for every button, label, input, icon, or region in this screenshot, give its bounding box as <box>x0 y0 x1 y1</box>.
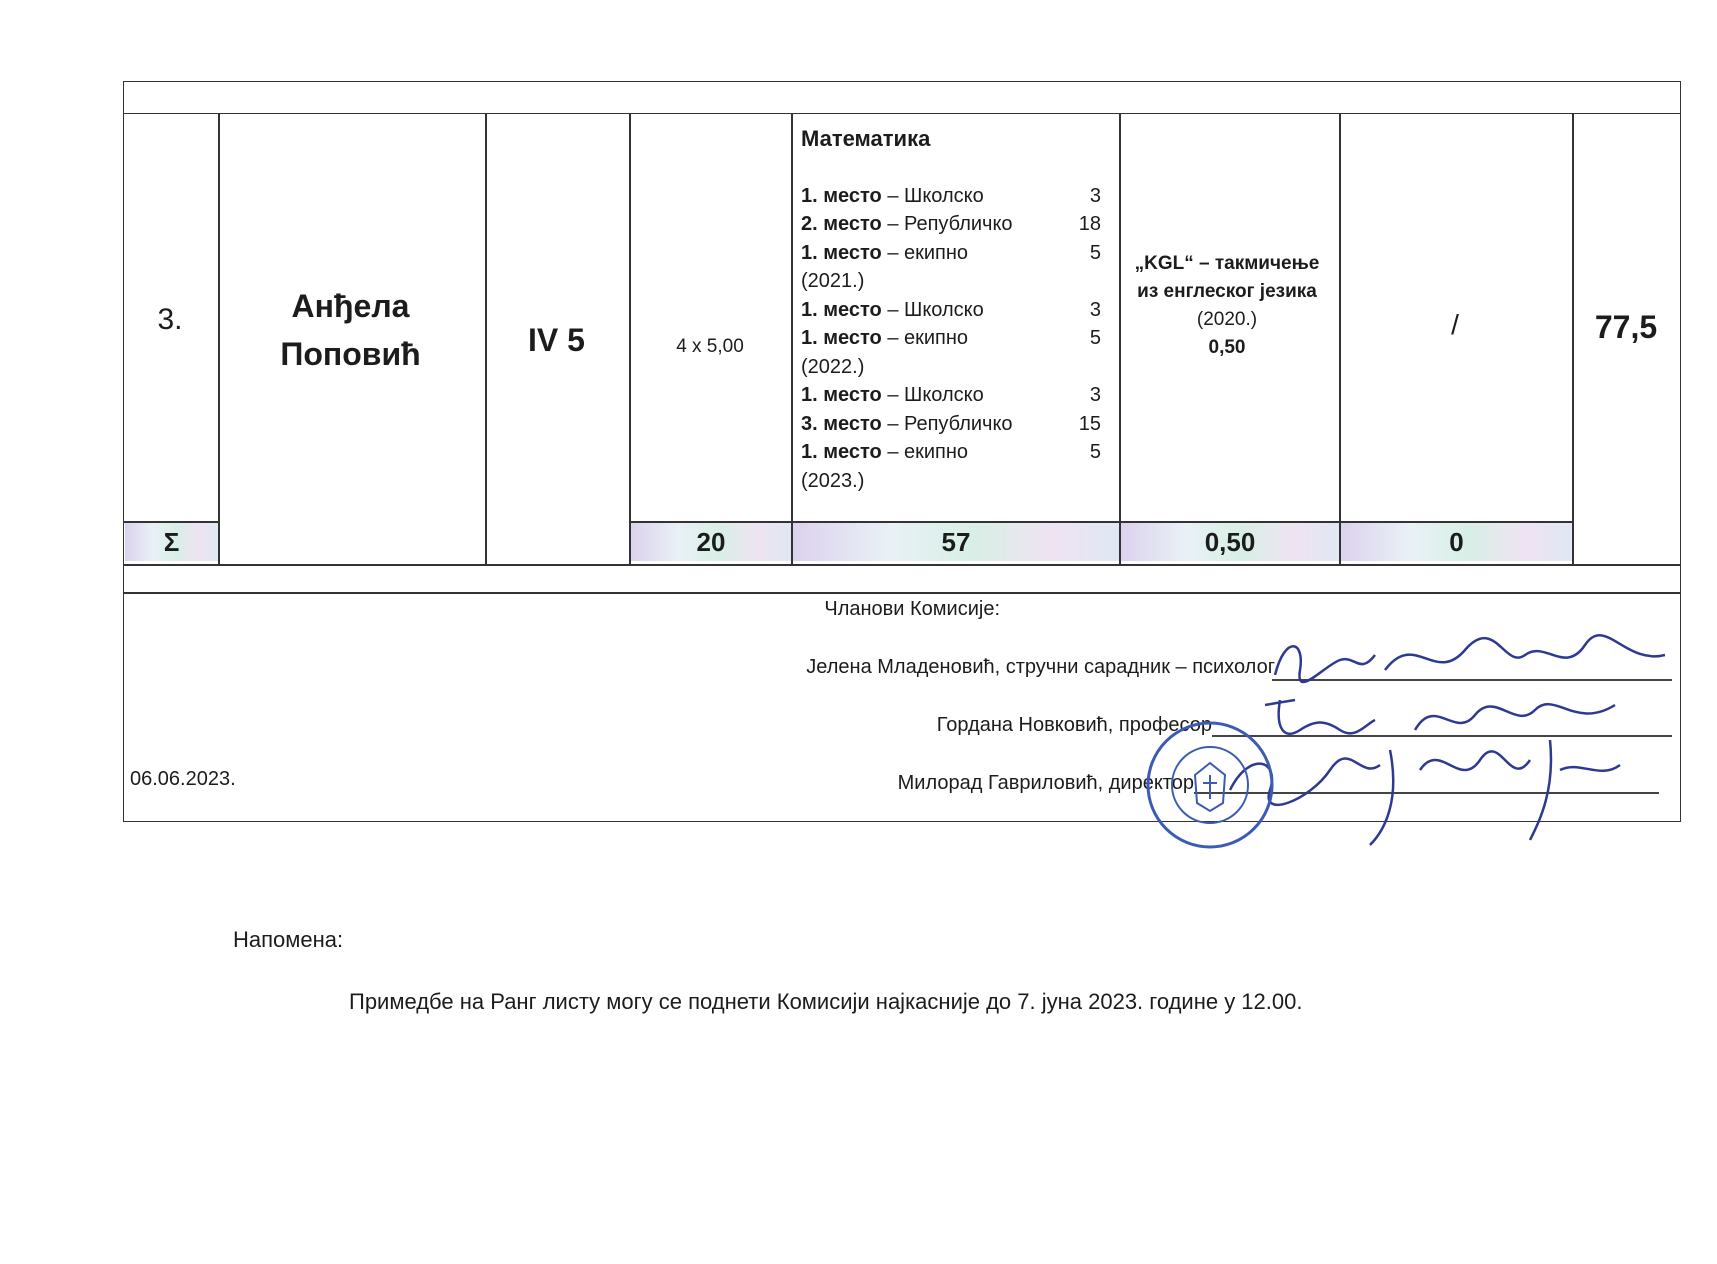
english-points: 0,50 <box>1208 337 1246 358</box>
student-first-name: Анђела <box>291 288 410 324</box>
english-subtitle: из енглеског језика <box>1137 281 1317 302</box>
grid-line <box>1119 114 1121 564</box>
note-label: Напомена: <box>233 927 344 952</box>
sum-english-cell: 0,50 <box>1121 523 1339 561</box>
list-item: 1. место – екипно 5 <box>801 327 1101 349</box>
grid-line <box>124 592 1680 594</box>
list-item: (2022.) <box>801 355 865 378</box>
total-score: 77,5 <box>1594 308 1658 345</box>
list-item: 1. место – екипно 5 <box>801 441 1101 463</box>
official-stamp <box>1143 715 1278 855</box>
english-year: (2020.) <box>1196 309 1258 330</box>
document-date: 06.06.2023. <box>130 768 236 790</box>
grid-line <box>124 564 1680 566</box>
grades-value: 4 x 5,00 <box>676 336 744 357</box>
commission-title: Чланови Комисије: <box>824 598 1000 620</box>
row-number: 3. <box>157 303 183 336</box>
sum-symbol-cell: Σ <box>125 523 218 561</box>
grid-line <box>791 114 793 564</box>
list-item: 1. место – Школско 3 <box>801 384 1101 406</box>
list-item: 2. место – Републичко 18 <box>801 213 1101 235</box>
competition-subject: Математика <box>801 126 931 151</box>
english-competition <box>1124 250 1330 362</box>
list-item: 1. место – Школско 3 <box>801 298 1101 321</box>
other-value: / <box>1451 309 1459 340</box>
sum-grades-cell: 20 <box>631 523 791 561</box>
class-label: IV 5 <box>528 322 585 358</box>
sum-other-cell: 0 <box>1341 523 1572 561</box>
commission-member-1: Јелена Младеновић, стручни сарадник – психолог <box>806 656 1275 678</box>
student-name <box>218 280 483 380</box>
sum-competitions-cell: 57 <box>793 523 1119 561</box>
table-top-strip <box>124 82 1680 114</box>
note-text: Примедбе на Ранг листу могу се поднети Комисији најкасније до 7. јуна 2023. године у 12.00. <box>349 989 1303 1014</box>
list-item: (2021.) <box>801 270 865 292</box>
list-item: 1. место – Школско 3 <box>801 184 1101 207</box>
competitions-list <box>801 125 1101 495</box>
list-item: 1. место – екипно 5 <box>801 241 1101 264</box>
english-title: „KGL“ – такмичење <box>1134 253 1320 274</box>
commission-member-2: Гордана Новковић, професор <box>936 714 1212 736</box>
list-item: 3. место – Републичко 15 <box>801 412 1101 435</box>
list-item: (2023.) <box>801 469 865 492</box>
student-last-name: Поповић <box>280 336 421 372</box>
signature-1 <box>1265 625 1685 695</box>
commission-member-3: Милорад Гавриловић, директор <box>897 772 1194 794</box>
